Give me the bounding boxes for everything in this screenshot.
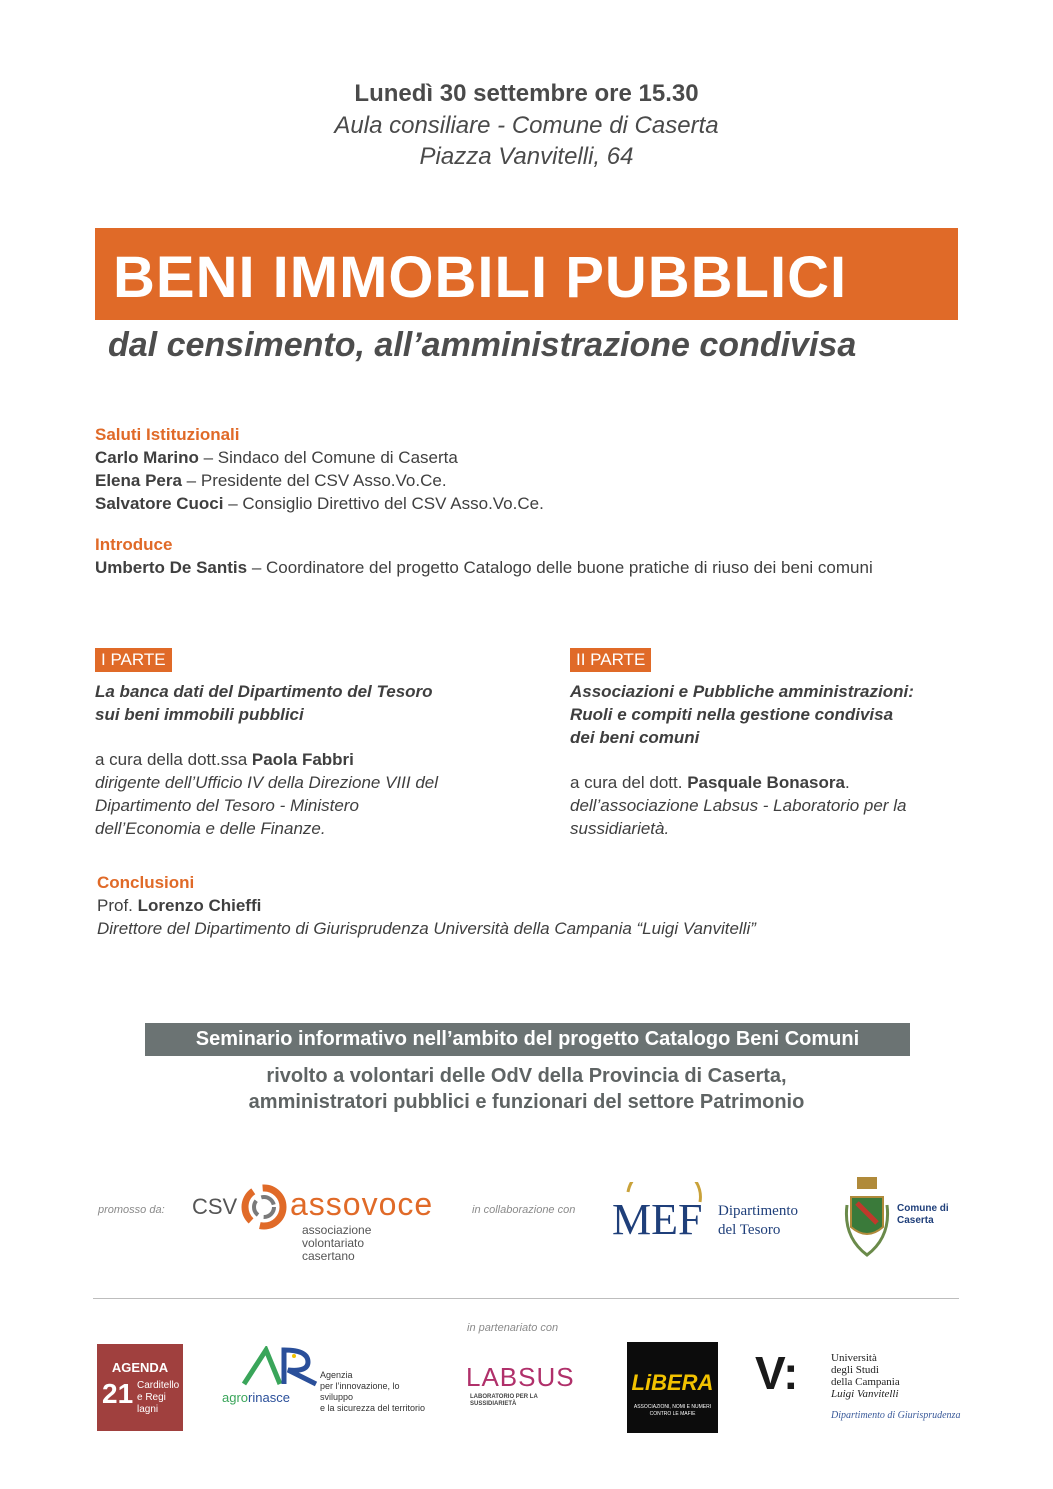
csv-sub-line: associazione <box>302 1223 372 1237</box>
libera-name: LiBERA <box>631 1370 714 1395</box>
conclusioni-speaker <box>97 896 756 916</box>
agenda21-logo <box>97 1344 183 1431</box>
libera-logo <box>627 1342 718 1433</box>
promosso-label: promosso da: <box>98 1204 165 1216</box>
comune-line: Caserta <box>897 1215 934 1226</box>
agrorinasce-desc <box>320 1370 432 1414</box>
agenda-side-line: Carditello <box>137 1380 180 1391</box>
agenda-side <box>137 1380 183 1416</box>
part-two-badge: II PARTE <box>570 648 651 672</box>
part-two <box>570 648 970 839</box>
saluti-item <box>95 494 544 514</box>
saluti-item <box>95 471 544 491</box>
mef-dept <box>718 1202 798 1240</box>
libera-sub-line: CONTRO LE MAFIE <box>649 1411 696 1417</box>
csv-sub-line: volontariato <box>302 1236 365 1250</box>
saluti-heading: Saluti Istituzionali <box>95 425 240 444</box>
speaker-role: – Consiglio Direttivo del CSV Asso.Vo.Ce. <box>223 494 544 513</box>
speaker-prefix: Prof. <box>97 896 138 915</box>
mef-mark: MEF <box>612 1195 703 1244</box>
csv-subtitle <box>302 1224 371 1263</box>
speaker-name: Salvatore Cuoci <box>95 494 224 513</box>
agenda-side-line: e Regi lagni <box>137 1392 166 1415</box>
desc-line: dirigente dell’Ufficio IV della Direzione VIII del <box>95 773 439 792</box>
labsus-sub <box>470 1394 538 1408</box>
uni-line: degli Studi <box>831 1364 879 1376</box>
conclusioni-section <box>97 873 756 939</box>
event-date: Lunedì 30 settembre ore 15.30 <box>354 80 699 107</box>
desc-line: dell’Economia e delle Finanze. <box>95 819 326 838</box>
vanvitelli-mark: V: <box>755 1347 799 1399</box>
uni-line: Università <box>831 1352 877 1364</box>
agrorinasce-desc-line: per l’innovazione, lo sviluppo <box>320 1381 400 1402</box>
agenda-top: AGENDA <box>111 1360 169 1375</box>
coat-of-arms-icon <box>843 1175 891 1263</box>
speaker-prefix: a cura del dott. <box>570 773 688 792</box>
speaker-name: Lorenzo Chieffi <box>137 896 262 915</box>
part-two-speaker <box>570 773 970 793</box>
part-two-title <box>570 682 970 748</box>
csv-label: CSV <box>192 1194 238 1219</box>
collab-label: in collaborazione con <box>472 1204 576 1216</box>
introduce-item <box>95 558 873 578</box>
mef-dept-line: del Tesoro <box>718 1222 781 1238</box>
event-address: Piazza Vanvitelli, 64 <box>419 143 634 170</box>
uni-line: della Campania <box>831 1376 900 1388</box>
unicampania-dept: Dipartimento di Giurisprudenza <box>831 1410 961 1421</box>
labsus-sub-line: SUSSIDIARIETÀ <box>470 1401 517 1407</box>
title-line: La banca dati del Dipartimento del Tesoro <box>95 682 433 701</box>
libera-sub-line: ASSOCIAZIONI, NOMI E NUMERI <box>633 1404 712 1410</box>
part-one-title <box>95 682 515 725</box>
mef-logo <box>610 1182 810 1252</box>
seminar-banner: Seminario informativo nell’ambito del progetto Catalogo Beni Comuni <box>145 1023 910 1056</box>
saluti-section <box>95 425 544 514</box>
rinasce-part: rinasce <box>248 1390 290 1405</box>
title-banner <box>95 228 958 320</box>
agrorinasce-logo <box>222 1346 432 1426</box>
desc-line: sussidiarietà. <box>570 819 670 838</box>
desc-line: dell’associazione Labsus - Laboratorio per la <box>570 796 907 815</box>
page-title: BENI IMMOBILI PUBBLICI <box>113 245 848 310</box>
title-line: dei beni comuni <box>570 728 700 747</box>
speaker-role: – Coordinatore del progetto Catalogo delle buone pratiche di riuso dei beni comuni <box>247 558 873 577</box>
agrorinasce-name <box>222 1390 290 1405</box>
part-one-speaker <box>95 750 515 770</box>
unicampania-logo <box>755 1346 965 1431</box>
desc-line: Dipartimento del Tesoro - Ministero <box>95 796 359 815</box>
assovoce-name: assovoce <box>290 1186 434 1222</box>
labsus-name: LABSUS <box>466 1362 575 1392</box>
hands-icon <box>238 1182 290 1232</box>
introduce-heading: Introduce <box>95 535 173 554</box>
page-subtitle: dal censimento, all’amministrazione condivisa <box>108 326 857 364</box>
csv-sub-line: casertano <box>302 1249 355 1263</box>
libera-sub <box>627 1404 718 1418</box>
part-one <box>95 648 515 839</box>
comune-line: Comune di <box>897 1203 949 1214</box>
speaker-name: Umberto De Santis <box>95 558 248 577</box>
title-line: Ruoli e compiti nella gestione condivisa <box>570 705 894 724</box>
unicampania-name <box>831 1352 900 1400</box>
speaker-suffix: . <box>844 773 850 792</box>
speaker-name: Elena Pera <box>95 471 182 490</box>
introduce-section <box>95 535 873 578</box>
part-one-badge: I PARTE <box>95 648 172 672</box>
speaker-name: Carlo Marino <box>95 448 199 467</box>
labsus-sub-line: LABORATORIO PER LA <box>470 1394 538 1400</box>
title-line: Associazioni e Pubbliche amministrazioni: <box>570 682 914 701</box>
agrorinasce-desc-line: Agenzia <box>320 1370 353 1380</box>
logos-divider <box>93 1298 959 1299</box>
speaker-prefix: a cura della dott.ssa <box>95 750 252 769</box>
labsus-logo <box>466 1362 586 1412</box>
seminar-target-line: amministratori pubblici e funzionari del settore Patrimonio <box>248 1091 805 1113</box>
comune-caserta-logo <box>843 1175 963 1265</box>
agenda-number: 21 <box>102 1378 134 1409</box>
comune-name <box>897 1203 949 1227</box>
title-line: sui beni immobili pubblici <box>95 705 304 724</box>
speaker-role: – Sindaco del Comune di Caserta <box>198 448 458 467</box>
seminar-target-line: rivolto a volontari delle OdV della Provincia di Caserta, <box>266 1065 787 1087</box>
uni-line: Luigi Vanvitelli <box>831 1388 899 1400</box>
event-venue: Aula consiliare - Comune di Caserta <box>334 112 719 139</box>
partenariato-label: in partenariato con <box>467 1322 559 1334</box>
csv-assovoce-logo <box>190 1180 440 1270</box>
speaker-role: – Presidente del CSV Asso.Vo.Ce. <box>181 471 447 490</box>
speaker-name: Pasquale Bonasora <box>687 773 845 792</box>
speaker-name: Paola Fabbri <box>251 750 354 769</box>
speaker-role: Direttore del Dipartimento di Giurisprudenza Università della Campania “Luigi Vanvitelli” <box>97 919 756 938</box>
agrorinasce-desc-line: e la sicurezza del territorio <box>320 1403 426 1413</box>
agro-part: agro <box>222 1390 249 1405</box>
saluti-item <box>95 448 544 468</box>
mef-dept-line: Dipartimento <box>718 1203 798 1219</box>
conclusioni-heading: Conclusioni <box>97 873 195 892</box>
